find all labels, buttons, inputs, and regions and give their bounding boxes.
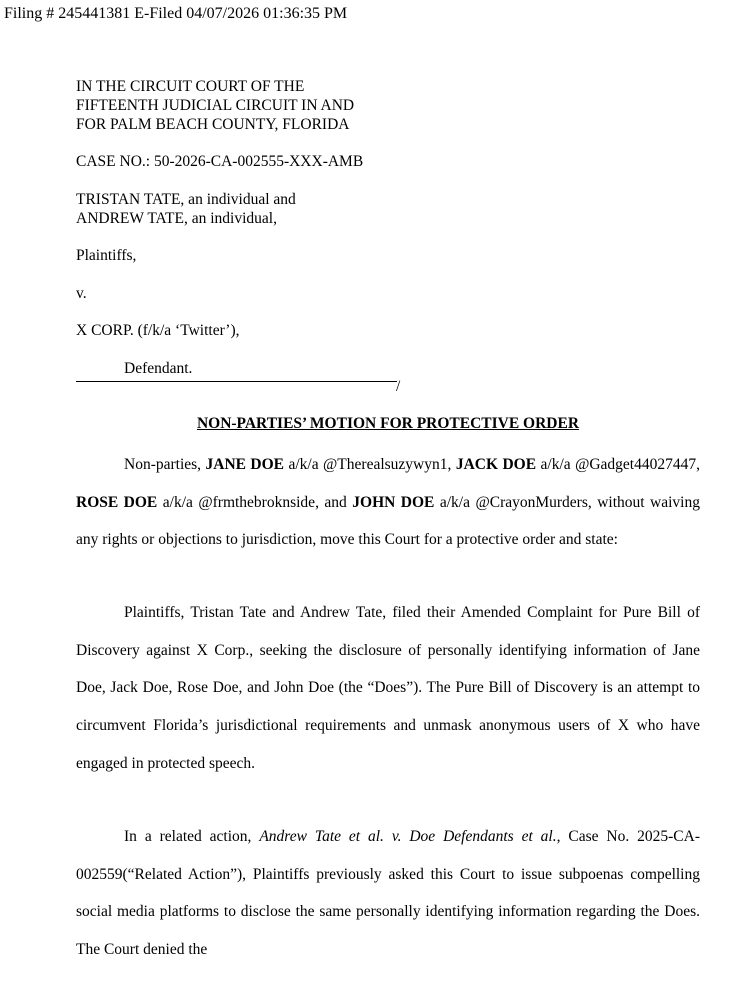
court-line: FIFTEENTH JUDICIAL CIRCUIT IN AND [76, 97, 355, 114]
party-name-rose-doe: ROSE DOE [76, 493, 158, 511]
text-run: a/k/a @Gadget44027447, [536, 456, 700, 473]
court-line: IN THE CIRCUIT COURT OF THE [76, 78, 305, 95]
plaintiff-line: TRISTAN TATE, an individual and [76, 191, 296, 208]
paragraph-non-parties [76, 446, 700, 559]
party-name-john-doe: JOHN DOE [352, 493, 435, 511]
versus-label: v. [76, 285, 87, 302]
defendant-party: X CORP. (f/k/a ‘Twitter’), [76, 322, 240, 339]
caption-divider-slash: / [396, 378, 401, 395]
text-run: , Case No. 2025-CA-002559(“Related Action”), Plaintiffs previously asked this Court to issue subpoenas compelling social media platforms to disclose the same personally identifying information regarding the Does. The Court denied the [76, 828, 701, 959]
party-name-jane-doe: JANE DOE [205, 456, 285, 473]
plaintiff-line: ANDREW TATE, an individual, [76, 210, 277, 227]
text-run: a/k/a @CrayonMurders, without waiving any rights or objections to jurisdiction, move this Court for a protective order and state: [76, 493, 700, 549]
text-run: a/k/a @Therealsuzywyn1, [284, 456, 456, 473]
text-run: In a related action, [124, 828, 260, 845]
plaintiffs-label: Plaintiffs, [76, 247, 137, 264]
court-caption [76, 77, 354, 134]
document-title: NON-PARTIES’ MOTION FOR PROTECTIVE ORDER [196, 415, 580, 432]
court-line: FOR PALM BEACH COUNTY, FLORIDA [76, 116, 350, 133]
filing-header: Filing # 245441381 E-Filed 04/07/2026 01:36:35 PM [4, 5, 348, 22]
text-run: a/k/a @frmthebroknside, and [157, 493, 353, 511]
case-number: CASE NO.: 50-2026-CA-002555-XXX-AMB [76, 153, 364, 170]
case-citation: Andrew Tate et al. v. Doe Defendants et al. [259, 828, 557, 845]
caption-divider-line [76, 381, 397, 382]
defendant-label: Defendant. [124, 360, 193, 377]
text-run: Non-parties, [124, 456, 206, 473]
plaintiff-parties [76, 190, 296, 228]
paragraph-plaintiffs: Plaintiffs, Tristan Tate and Andrew Tate, filed their Amended Complaint for Pure Bill of Discovery against X Corp., seeking the disclosure of personally identifying information of Jane Doe, Jack Doe, Rose Doe, and John Doe (the “Does”). The Pure Bill of Discovery is an attempt to circumvent Florida’s jurisdictional requirements and unmask anonymous users of X who have engaged in protected speech. [76, 604, 700, 772]
party-name-jack-doe: JACK DOE [455, 456, 537, 473]
paragraph-related-action [76, 818, 700, 969]
